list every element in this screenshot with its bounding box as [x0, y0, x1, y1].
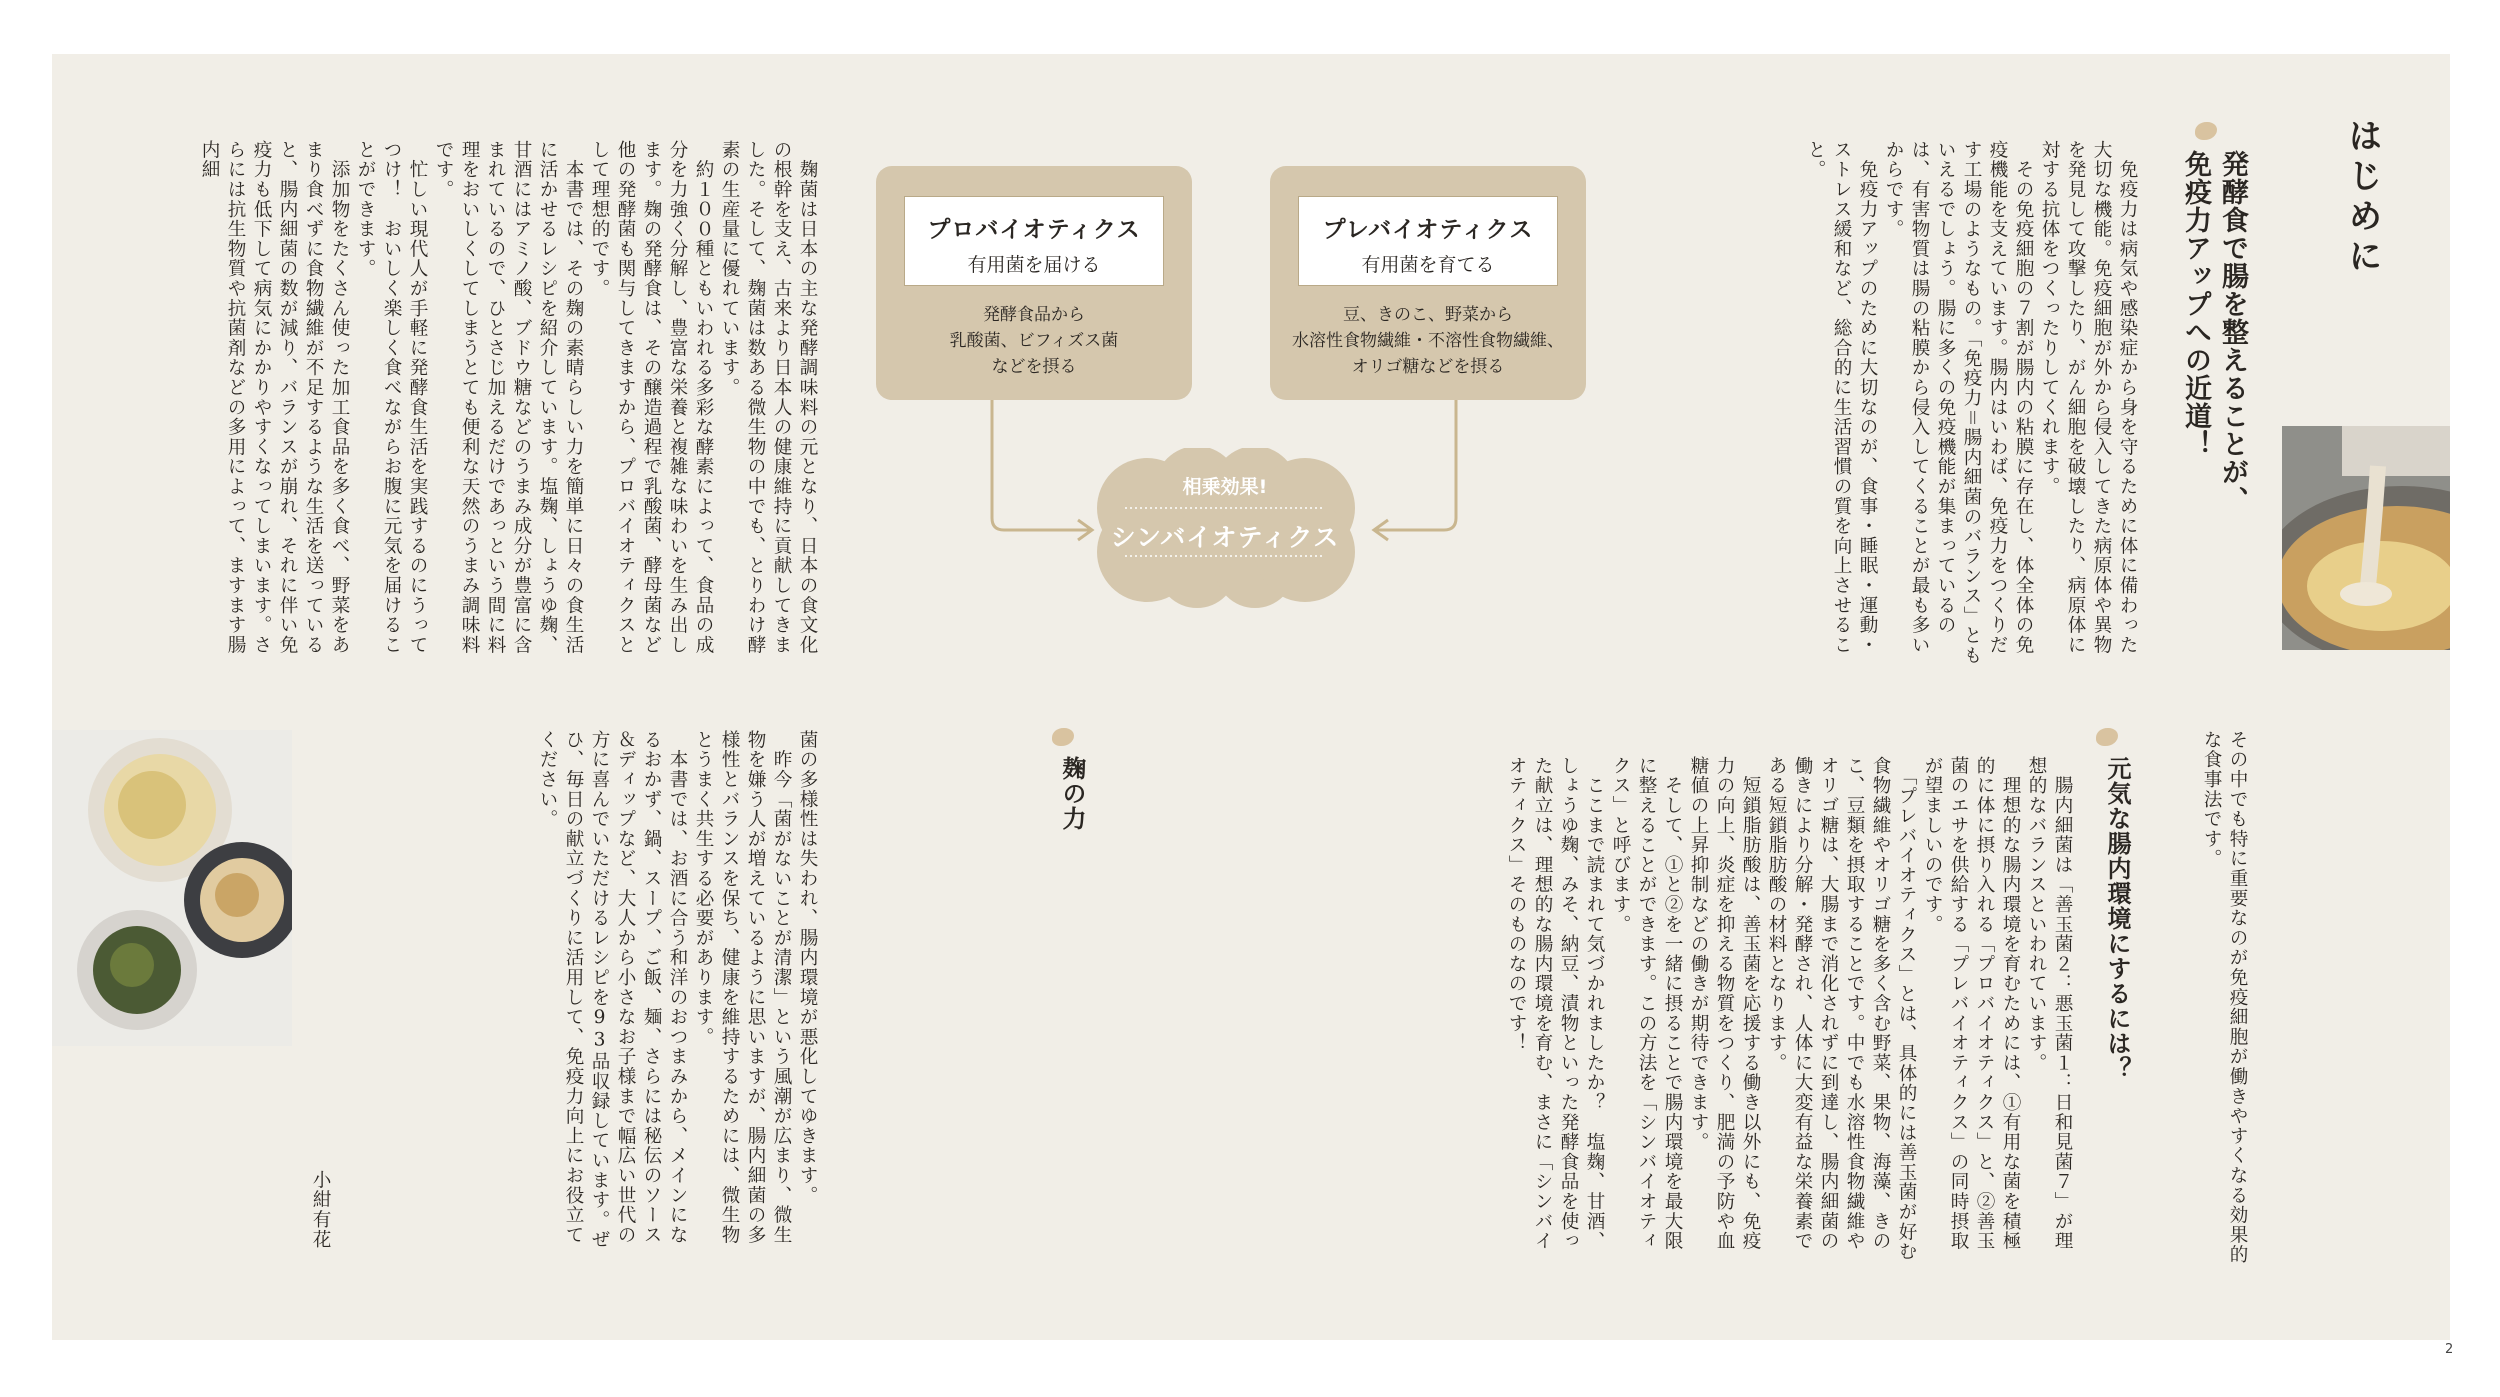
- diagram-box-prebiotics: [1270, 166, 1586, 400]
- prebiotics-body-line: オリゴ糖などを摂る: [1351, 357, 1505, 377]
- diagram-box-prebiotics-label: [1298, 196, 1558, 286]
- prebiotics-subtitle: 有用菌を育てる: [1361, 254, 1495, 276]
- probiotics-body: [876, 302, 1192, 380]
- arrow-line-icon: [992, 400, 1090, 530]
- diagram-box-probiotics: [876, 166, 1192, 400]
- prebiotics-body: [1270, 302, 1586, 380]
- section1-body: 免疫力は病気や感染症から身を守るために体に備わった大切な機能。免疫細胞が外から侵入してきた病原体や異物を発見して攻撃したり、がん細胞を破壊したり、病原体に対する抗体をつくったりしてくれます。 その免疫細胞の７割が腸内の粘膜に存在し、体全体の免疫機能を支えています。腸内はいわば、免疫力をつくりだす工場のようなもの。「免疫力＝腸内細菌のバランス」ともいえるでしょう。腸に多くの免疫機能が集まっているのは、有害物質は腸の粘膜から侵入してくることが最も多いからです。 免疫力アップのために大切なのが、食事・睡眠・運動・ストレス緩和など、総合的に生活習慣の質を向上させること。: [1805, 140, 2138, 666]
- page-title: はじめに: [2342, 118, 2382, 278]
- section2-heading: 元気な腸内環境にするには？: [2103, 756, 2131, 1081]
- probiotics-subtitle: 有用菌を届ける: [967, 254, 1101, 276]
- probiotics-body-line: 発酵食品から: [983, 305, 1085, 325]
- section3-continued: 菌の多様性は失われ、腸内環境が悪化してゆきます。 昨今「菌がないことが清潔」という風潮が広まり、微生物を嫌う人が増えているように思いますが、腸内細菌の多様性とバランスを保ち、健康を維持するためには、微生物とうまく共生する必要があります。 本書では、お酒に合う和洋のおつまみから、メインになるおかず、鍋、スープ、ご飯、麺、さらには秘伝のソース＆ディップなど、大人から小さなお子様まで幅広い世代の方に喜んでいただけるレシピを93品収録しています。ぜひ、毎日の献立づくりに活用して、免疫力向上にお役立てください。: [537, 730, 818, 1250]
- prebiotics-body-line: 豆、きのこ、野菜から: [1343, 305, 1513, 325]
- section3-heading: 麹の力: [1058, 756, 1086, 831]
- prebiotics-body-line: 水溶性食物繊維・不溶性食物繊維、: [1292, 331, 1564, 351]
- diagram-box-probiotics-label: [904, 196, 1164, 286]
- section2-body: 腸内細菌は「善玉菌２：悪玉菌１：日和見菌７」が理想的なバランスといわれています。 理想的な腸内環境を育むためには、①有用な菌を積極的に体に摂り入れる「プロバイオティクス」と、②善玉菌のエサを供給する「プレバイオティクス」の同時摂取が望ましいのです。 「プレバイオティクス」とは、具体的には善玉菌が好む食物繊維やオリゴ糖を多く含む野菜、果物、海藻、きのこ、豆類を摂取することです。中でも水溶性食物繊維やオリゴ糖は、大腸まで消化されずに到達し、腸内細菌の働きにより分解・発酵され、人体に大変有益な栄養素である短鎖脂肪酸の材料となります。 短鎖脂肪酸は、善玉菌を応援する働き以外にも、免疫力の向上、炎症を抑える物質をつくり、肥満の予防や血糖値の上昇抑制などの働きが期待できます。 そして、①と②を一緒に摂ることで腸内環境を最大限に整えることができます。この方法を「シンバイオティクス」と呼びます。 ここまで読まれて気づかれましたか？ 塩麹、甘酒、しょうゆ麹、みそ、納豆、漬物といった発酵食品を使った献立は、理想的な腸内環境を育む、まさに「シンバイオティクス」そのものなのです！: [1506, 756, 2073, 1262]
- section3-body: 麹菌は日本の主な発酵調味料の元となり、日本の食文化の根幹を支え、古来より日本人の健康維持に貢献してきました。そして、麹菌は数ある微生物の中でも、とりわけ酵素の生産量に優れています。 約１００種ともいわれる多彩な酵素によって、食品の成分を力強く分解し、豊富な栄養と複雑な味わいを生み出します。麹の発酵食は、その醸造過程で乳酸菌、酵母菌など他の発酵菌も関与してきますから、プロバイオティクスとして理想的です。 本書では、その麹の素晴らしい力を簡単に日々の食生活に活かせるレシピを紹介しています。塩麹、しょうゆ麹、甘酒にはアミノ酸、ブドウ糖などのうまみ成分が豊富に含まれているので、ひとさじ加えるだけであっという間に料理をおいしくしてしまうとても便利な天然のうまみ調味料です。 忙しい現代人が手軽に発酵食生活を実践するのにうってつけ！ おいしく楽しく食べながらお腹に元気を届けることができます。 添加物をたくさん使った加工食品を多く食べ、野菜をあまり食べずに食物繊維が不足するような生活を送っていると、腸内細菌の数が減り、バランスが崩れ、それに伴い免疫力も低下して病気にかかりやすくなってしまいます。さらには抗生物質や抗菌剤などの多用によって、ますます腸内細: [199, 140, 818, 655]
- result-big-label: シンバイオティクス: [1110, 523, 1340, 552]
- section1-continued: その中でも特に重要なのが免疫細胞が働きやすくなる効果的な食事法です。: [2201, 730, 2248, 1265]
- diagram-result-cloud: [1085, 448, 1365, 608]
- photo-dishes: [52, 730, 292, 1046]
- section1-heading-line2: 免疫力アップへの近道！: [2180, 150, 2211, 458]
- page-number: 2: [2445, 1342, 2454, 1357]
- probiotics-title: プロバイオティクス: [927, 217, 1141, 243]
- arrow-line-icon: [1376, 400, 1456, 530]
- result-small-label: 相乗効果!: [1182, 476, 1268, 498]
- section1-heading-line1: 発酵食で腸を整えることが、: [2217, 150, 2248, 514]
- photo-pouring-sauce: [2282, 426, 2450, 650]
- probiotics-body-line: 乳酸菌、ビフィズス菌: [949, 331, 1119, 351]
- probiotics-body-line: などを摂る: [991, 357, 1077, 377]
- prebiotics-title: プレバイオティクス: [1322, 217, 1534, 243]
- author-name: 小紺有花: [310, 1170, 331, 1250]
